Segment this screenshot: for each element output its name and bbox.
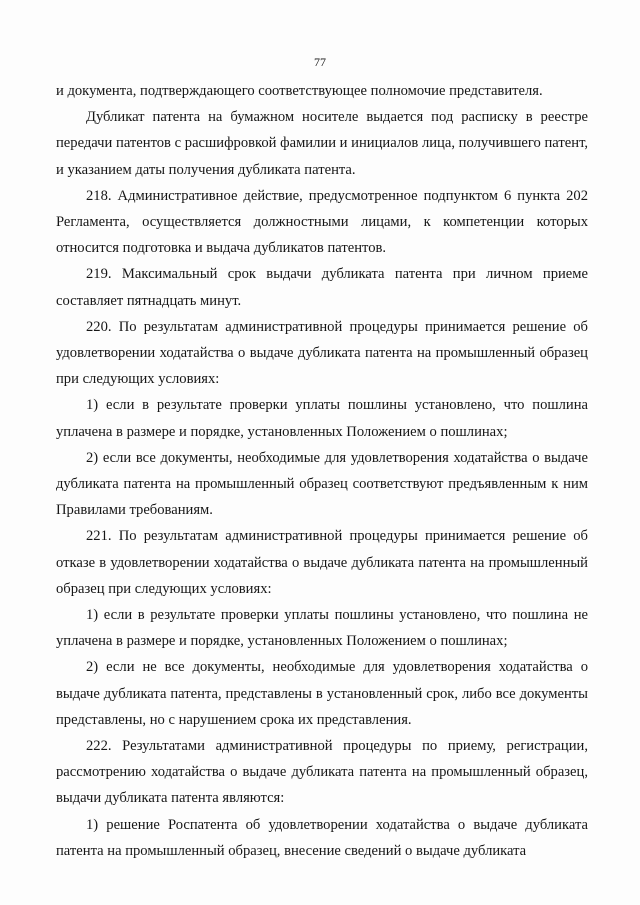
- paragraph-220-item-2: 2) если все документы, необходимые для удовлетворения ходатайства о выдаче дубликата патента на промышленный образец соответствуют предъявленным к ним Правилами требованиям.: [56, 449, 588, 519]
- paragraph-222: 222. Результатами административной процедуры по приему, регистрации, рассмотрению ходатайства о выдаче дубликата патента на промышленный образец, выдачи дубликата патента являются:: [56, 738, 588, 807]
- paragraph-continuation: и документа, подтверждающего соответствующее полномочие представителя.: [56, 83, 543, 99]
- paragraph-222-item-1: 1) решение Роспатента об удовлетворении ходатайства о выдаче дубликата патента на промышленный образец, внесение сведений о выдаче дубликата: [56, 816, 588, 859]
- paragraph-220-item-1: 1) если в результате проверки уплаты пошлины установлено, что пошлина уплачена в размере и порядке, установленных Положением о пошлинах;: [56, 397, 588, 440]
- paragraph-219: 219. Максимальный срок выдачи дубликата патента при личном приеме составляет пятнадцать минут.: [56, 266, 588, 309]
- paragraph-221: 221. По результатам административной процедуры принимается решение об отказе в удовлетворении ходатайства о выдаче дубликата патента на промышленный образец при следующих условиях:: [56, 528, 588, 597]
- paragraph-duplicate-issuance: Дубликат патента на бумажном носителе выдается под расписку в реестре передачи патентов с расшифровкой фамилии и инициалов лица, получившего патент, и указанием даты получения дубликата патента.: [56, 109, 588, 178]
- page-body: [56, 78, 588, 864]
- page-number: 77: [314, 55, 326, 69]
- paragraph-221-item-1: 1) если в результате проверки уплаты пошлины установлено, что пошлина не уплачена в размере и порядке, установленных Положением о пошлинах;: [56, 607, 588, 650]
- paragraph-218: 218. Административное действие, предусмотренное подпунктом 6 пункта 202 Регламента, осуществляется должностными лицами, к компетенции которых относится подготовка и выдача дубликатов патентов.: [56, 187, 588, 257]
- paragraph-221-item-2: 2) если не все документы, необходимые для удовлетворения ходатайства о выдаче дубликата патента, представлены в установленный срок, либо все документы представлены, но с нарушением срока их представления.: [56, 659, 588, 728]
- paragraph-220: 220. По результатам административной процедуры принимается решение об удовлетворении ходатайства о выдаче дубликата патента на промышленный образец при следующих условиях:: [56, 318, 588, 388]
